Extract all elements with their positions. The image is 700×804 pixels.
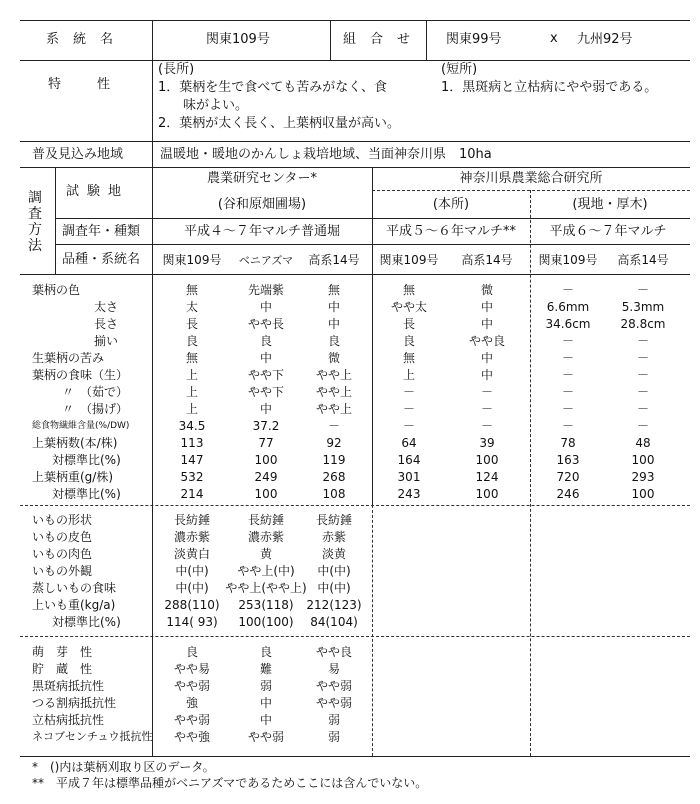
resist-cell: 弱: [327, 713, 341, 727]
petiole-cell: 100: [254, 453, 278, 467]
petiole-cell: 720: [556, 470, 580, 484]
resist-cell: やや弱: [173, 679, 211, 693]
petiole-cell: 108: [322, 487, 346, 501]
petiole-cell: 上: [185, 385, 199, 399]
site2: 神奈川県農業総合研究所: [459, 171, 603, 186]
year2a: 平成５～６年マルチ**: [385, 224, 517, 239]
petiole-cell: 無: [402, 283, 416, 297]
petiole-cell: 246: [556, 487, 580, 501]
petiole-cell: 良: [259, 334, 273, 348]
petiole-cell: －: [636, 368, 650, 382]
resist-label: 立枯病抵抗性: [32, 713, 105, 727]
resist-cell: やや弱: [315, 679, 353, 693]
tuber-cell: 濃赤紫: [173, 530, 211, 544]
col-rule-dashed: [372, 505, 373, 756]
petiole-cell: －: [561, 368, 575, 382]
petiole-label: 葉柄の食味（生）: [32, 368, 129, 382]
variety-name: 関東109号: [538, 253, 598, 267]
rule: [20, 167, 690, 168]
variety-name: 高系14号: [308, 253, 360, 267]
label-traits: 特性: [48, 77, 147, 92]
resist-cell: 易: [327, 662, 341, 676]
label-cross: 組合せ: [343, 32, 425, 47]
petiole-cell: 長: [402, 317, 416, 331]
tuber-label: 対標準比(%): [52, 615, 121, 629]
petiole-cell: 上: [402, 368, 416, 382]
petiole-label: 長さ: [94, 317, 119, 331]
petiole-cell: －: [561, 283, 575, 297]
petiole-cell: やや上: [315, 385, 353, 399]
petiole-cell: 100: [475, 453, 499, 467]
rule-bottom: [20, 756, 690, 757]
resist-label: つる割病抵抗性: [32, 696, 117, 710]
resist-cell: やや強: [173, 730, 211, 744]
line-name: 関東109号: [206, 32, 270, 47]
footnote: ** 平成７年は標準品種がベニアズマであるためここには含んでいない。: [32, 776, 428, 790]
col-rule: [426, 20, 427, 60]
petiole-cell: －: [561, 419, 575, 433]
tuber-label: いもの形状: [32, 513, 93, 527]
tuber-cell: 黄: [259, 547, 273, 561]
region-value: 温暖地・暖地のかんしょ栽培地域、当面神奈川県 10ha: [160, 147, 492, 162]
petiole-label: 対標準比(%): [52, 453, 121, 467]
tuber-cell: 中(中): [175, 581, 209, 595]
petiole-cell: 92: [326, 436, 342, 450]
petiole-cell: 268: [322, 470, 346, 484]
footnote: * ()内は葉柄刈取り区のデータ。: [32, 760, 215, 774]
petiole-cell: 78: [560, 436, 576, 450]
petiole-cell: 119: [322, 453, 346, 467]
petiole-cell: 中: [327, 300, 341, 314]
tuber-cell: 濃赤紫: [247, 530, 285, 544]
petiole-cell: 77: [258, 436, 274, 450]
tuber-cell: やや上(やや上): [225, 581, 307, 595]
resist-cell: 中: [259, 713, 273, 727]
rule: [20, 60, 690, 61]
pros-item: 1．葉柄を生で食べても苦みがなく、食: [158, 80, 388, 95]
petiole-cell: 39: [479, 436, 495, 450]
site2b: (現地・厚木): [572, 197, 648, 212]
variety-name: 関東109号: [162, 253, 222, 267]
petiole-cell: －: [402, 385, 416, 399]
petiole-cell: 中: [259, 300, 273, 314]
pros-item: 2．葉柄が太く長く、上葉柄収量が高い。: [158, 116, 401, 131]
petiole-cell: 先端紫: [247, 283, 285, 297]
petiole-cell: －: [636, 351, 650, 365]
petiole-cell: 中: [480, 300, 494, 314]
petiole-cell: 6.6mm: [546, 300, 590, 314]
resist-cell: やや弱: [173, 713, 211, 727]
petiole-cell: 34.6cm: [545, 317, 591, 331]
petiole-cell: 532: [180, 470, 204, 484]
tuber-cell: 中(中): [317, 581, 351, 595]
petiole-cell: 無: [402, 351, 416, 365]
tuber-cell: 288(110): [164, 598, 220, 612]
petiole-cell: 147: [180, 453, 204, 467]
petiole-label: 上葉柄数(本/株): [32, 436, 118, 450]
resist-cell: やや良: [315, 645, 353, 659]
tuber-cell: 長紡錘: [247, 513, 285, 527]
petiole-cell: やや太: [390, 300, 428, 314]
petiole-cell: 無: [185, 351, 199, 365]
rule-top: [20, 20, 690, 21]
petiole-cell: 上: [185, 368, 199, 382]
pros-item: 味がよい。: [183, 98, 249, 113]
petiole-cell: 良: [402, 334, 416, 348]
petiole-cell: 64: [401, 436, 417, 450]
dashed-rule: [20, 636, 690, 637]
petiole-label: 揃い: [94, 334, 119, 348]
petiole-cell: 長: [185, 317, 199, 331]
petiole-cell: 無: [327, 283, 341, 297]
resist-cell: 中: [259, 696, 273, 710]
petiole-cell: 164: [397, 453, 421, 467]
resist-cell: やや弱: [315, 696, 353, 710]
petiole-label: 葉柄の色: [32, 283, 81, 297]
petiole-cell: やや上: [315, 402, 353, 416]
petiole-cell: －: [402, 402, 416, 416]
site1: 農業研究センター*: [207, 171, 317, 186]
petiole-cell: 良: [327, 334, 341, 348]
tuber-label: 上いも重(kg/a): [32, 598, 116, 612]
petiole-cell: 中: [480, 317, 494, 331]
tuber-cell: 100(100): [238, 615, 294, 629]
resist-cell: 良: [259, 645, 273, 659]
petiole-cell: やや長: [247, 317, 285, 331]
site2a: (本所): [432, 197, 470, 212]
label-site: 試験地: [66, 184, 130, 199]
petiole-cell: 124: [475, 470, 499, 484]
year1: 平成４～７年マルチ普通堀: [183, 224, 341, 239]
variety-name: 高系14号: [461, 253, 513, 267]
petiole-cell: 中: [480, 368, 494, 382]
petiole-label: 太さ: [94, 300, 119, 314]
petiole-cell: 5.3mm: [621, 300, 665, 314]
petiole-cell: 163: [556, 453, 580, 467]
resist-cell: 強: [185, 696, 199, 710]
tuber-cell: 114( 93): [166, 615, 218, 629]
resist-cell: やや弱: [247, 730, 285, 744]
petiole-cell: －: [561, 402, 575, 416]
petiole-cell: 微: [480, 283, 494, 297]
pros-heading: (長所): [158, 62, 195, 77]
petiole-cell: 34.5: [178, 419, 206, 433]
rule: [20, 274, 690, 275]
resist-cell: 弱: [259, 679, 273, 693]
petiole-cell: 中: [480, 351, 494, 365]
petiole-cell: －: [561, 351, 575, 365]
tuber-cell: 淡黄白: [173, 547, 211, 561]
petiole-cell: 100: [631, 453, 655, 467]
petiole-cell: 上: [185, 402, 199, 416]
petiole-cell: －: [327, 419, 341, 433]
petiole-cell: やや良: [468, 334, 506, 348]
petiole-cell: 微: [327, 351, 341, 365]
resist-label: 黒斑病抵抗性: [32, 679, 105, 693]
petiole-cell: 113: [180, 436, 204, 450]
rule: [20, 141, 690, 142]
cross-father: 九州92号: [577, 32, 633, 47]
petiole-cell: 100: [475, 487, 499, 501]
tuber-cell: 253(118): [238, 598, 294, 612]
cons-heading: (短所): [441, 62, 478, 77]
petiole-cell: －: [402, 419, 416, 433]
petiole-cell: やや上: [315, 368, 353, 382]
petiole-label: 〃 （茹で）: [62, 385, 129, 399]
petiole-cell: 301: [397, 470, 421, 484]
cross-mother: 関東99号: [446, 32, 502, 47]
tuber-label: いもの肉色: [32, 547, 93, 561]
petiole-label: 〃 （揚げ）: [62, 402, 129, 416]
dashed-rule: [372, 190, 690, 191]
petiole-cell: －: [480, 402, 494, 416]
variety-name: ベニアズマ: [238, 254, 294, 267]
col-rule: [55, 167, 56, 274]
tuber-cell: 中(中): [175, 564, 209, 578]
petiole-cell: －: [561, 385, 575, 399]
label-line-name: 系統名: [46, 32, 128, 47]
petiole-label: 総食物繊維含量(%/DW): [32, 421, 130, 431]
col-rule: [372, 167, 373, 505]
petiole-label: 生葉柄の苦み: [32, 351, 105, 365]
tuber-label: いもの皮色: [32, 530, 93, 544]
resist-cell: 難: [259, 662, 273, 676]
petiole-cell: 100: [631, 487, 655, 501]
tuber-cell: 長紡錘: [173, 513, 211, 527]
petiole-cell: －: [561, 334, 575, 348]
label-region: 普及見込み地域: [32, 147, 124, 162]
petiole-cell: 214: [180, 487, 204, 501]
cons-item: 1．黒斑病と立枯病にやや弱である。: [441, 80, 658, 95]
cross-x: x: [550, 31, 558, 46]
petiole-cell: －: [636, 402, 650, 416]
petiole-cell: －: [636, 334, 650, 348]
tuber-cell: 212(123): [306, 598, 362, 612]
tuber-cell: 赤紫: [321, 530, 347, 544]
petiole-cell: 28.8cm: [620, 317, 666, 331]
petiole-cell: －: [480, 419, 494, 433]
petiole-cell: 48: [635, 436, 651, 450]
col-rule-dashed: [530, 190, 531, 756]
tuber-cell: 長紡錘: [315, 513, 353, 527]
resist-label: ネコブセンチュウ抵抗性: [32, 730, 153, 743]
col-rule: [152, 167, 153, 756]
tuber-label: 蒸しいもの食味: [32, 581, 117, 595]
resist-cell: 弱: [327, 730, 341, 744]
label-year: 調査年・種類: [62, 224, 141, 239]
tuber-cell: 淡黄: [321, 547, 347, 561]
year2b: 平成６～７年マルチ: [549, 224, 667, 239]
tuber-cell: 中(中): [317, 564, 351, 578]
label-method: 調査方法: [28, 190, 42, 254]
resist-label: 貯蔵性: [32, 662, 105, 676]
petiole-cell: 100: [254, 487, 278, 501]
col-rule: [330, 20, 331, 60]
tuber-cell: 84(104): [310, 615, 358, 629]
petiole-cell: 中: [259, 351, 273, 365]
petiole-cell: －: [636, 283, 650, 297]
label-variety: 品種・系統名: [62, 252, 141, 267]
petiole-label: 上葉柄重(g/株): [32, 470, 114, 484]
resist-cell: やや易: [173, 662, 211, 676]
petiole-cell: －: [636, 385, 650, 399]
petiole-cell: やや下: [247, 385, 285, 399]
dashed-rule: [20, 505, 690, 506]
resist-cell: 良: [185, 645, 199, 659]
petiole-cell: 243: [397, 487, 421, 501]
variety-name: 関東109号: [379, 253, 439, 267]
tuber-cell: やや上(中): [237, 564, 295, 578]
petiole-cell: 293: [631, 470, 655, 484]
petiole-cell: 249: [254, 470, 278, 484]
petiole-cell: 無: [185, 283, 199, 297]
petiole-cell: 良: [185, 334, 199, 348]
petiole-cell: 太: [185, 300, 199, 314]
col-rule: [152, 20, 153, 167]
petiole-cell: －: [636, 419, 650, 433]
resist-label: 萌芽性: [32, 645, 105, 659]
petiole-cell: －: [480, 385, 494, 399]
petiole-cell: やや下: [247, 368, 285, 382]
site1-sub: (谷和原畑圃場): [217, 197, 307, 212]
petiole-cell: 中: [327, 317, 341, 331]
tuber-label: いもの外観: [32, 564, 93, 578]
variety-name: 高系14号: [617, 253, 669, 267]
petiole-label: 対標準比(%): [52, 487, 121, 501]
petiole-cell: 中: [259, 402, 273, 416]
petiole-cell: 37.2: [252, 419, 280, 433]
